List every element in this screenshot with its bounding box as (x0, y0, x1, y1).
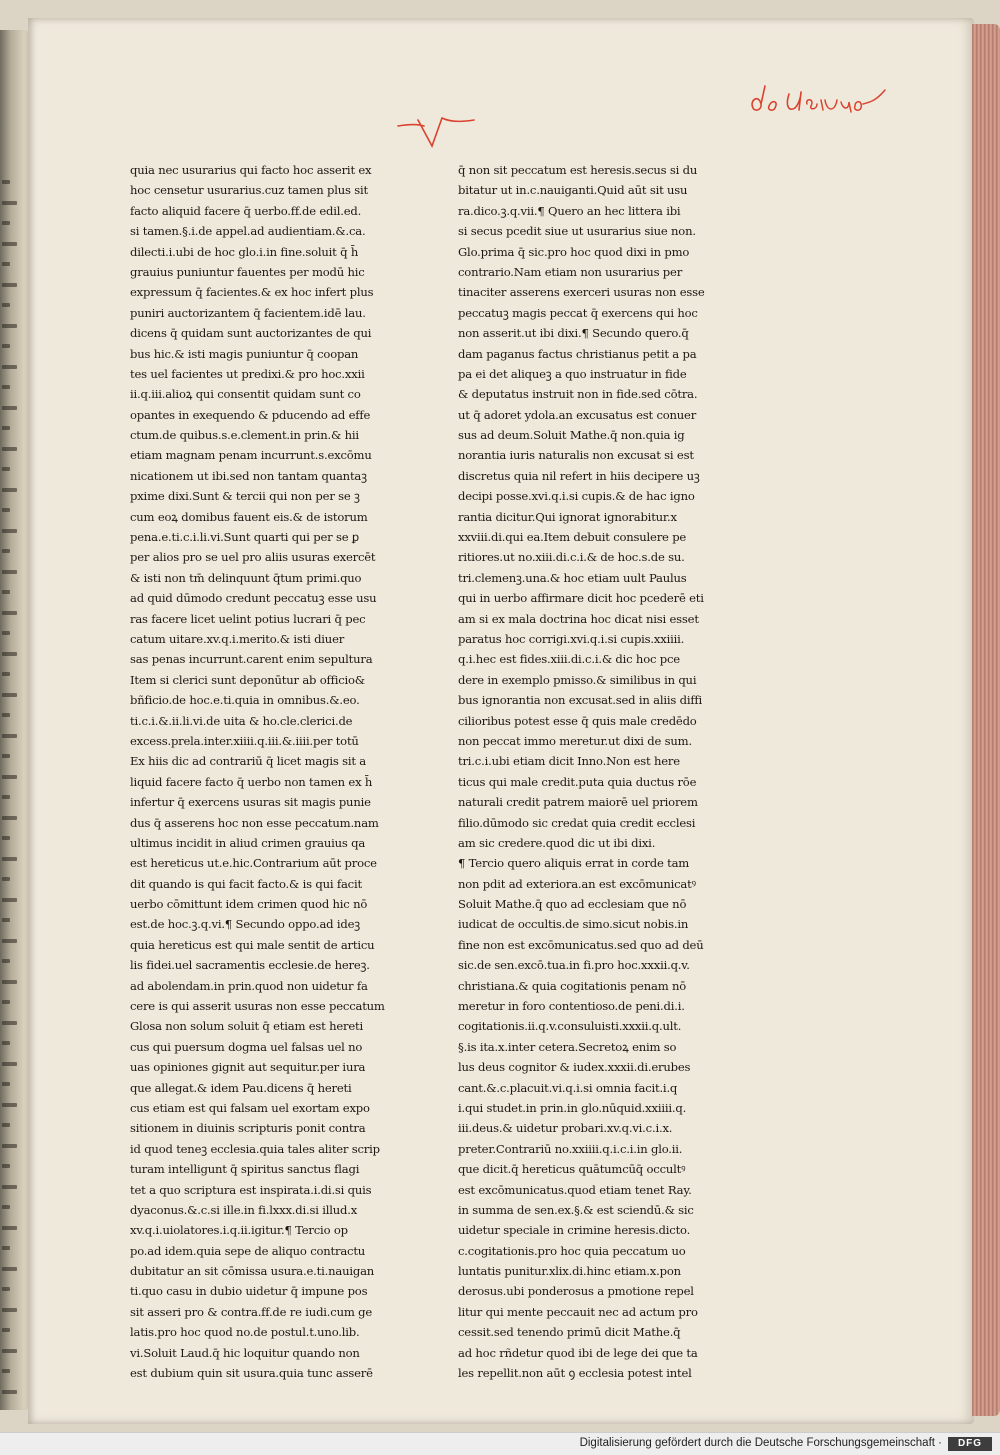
text-line: tri.c.i.ubi etiam dicit Inno.Non est here (458, 754, 680, 769)
previous-page-text-line (2, 754, 10, 758)
text-line: lus deus cognitor & iudex.xxxii.di.erubes (458, 1060, 691, 1075)
text-line: ii.q.iii.alioꝝ qui consentit quidam sunt co (130, 387, 361, 402)
text-line: c.cogitationis.pro hoc quia peccatum uo (458, 1243, 686, 1258)
text-line: am sic credere.quod dic ut ibi dixi. (458, 835, 656, 850)
text-line: dam paganus factus christianus petit a pa (458, 346, 697, 361)
text-line: sic.de sen.excō.tua.in fi.pro hoc.xxxii.q.v. (458, 958, 690, 973)
previous-page-text-line (2, 1000, 10, 1004)
text-line: facto aliquid facere q̄ uerbo.ff.de edil.ed. (130, 203, 362, 218)
previous-page-text-line (2, 1308, 17, 1312)
previous-page-text-line (2, 590, 10, 594)
previous-page-text-line (2, 918, 10, 922)
text-line: que dicit.q̄ hereticus quātumcūq̄ occultꝰ (458, 1162, 686, 1177)
previous-page-text-line (2, 283, 17, 287)
previous-page-text-line (2, 775, 17, 779)
text-line: dyaconus.&.c.si ille.in fi.lxxx.di.si illud.x (130, 1202, 358, 1217)
text-line: §.is ita.x.inter cetera.Secretoꝝ enim so (458, 1039, 677, 1054)
text-line: ras facere licet uelint potius lucrari q̄ pec (130, 611, 366, 626)
text-line: Ex hiis dic ad contrariū q̄ licet magis sit a (130, 754, 366, 769)
text-line: contrario.Nam etiam non usurarius per (458, 264, 683, 279)
previous-page-text-line (2, 939, 17, 943)
text-line: cus etiam est qui falsam uel exortam expo (130, 1100, 370, 1115)
text-line: quia nec usurarius qui facto hoc asserit ex (130, 163, 372, 177)
text-line: uidetur speciale in crimine heresis.dicto. (458, 1223, 691, 1238)
previous-page-text-line (2, 242, 17, 246)
text-line: bus ignorantia non excusat.sed in aliis diffi (458, 693, 703, 708)
text-line: dicens q̄ quidam sunt auctorizantes de qui (130, 326, 372, 341)
previous-page-text-line (2, 1390, 17, 1394)
text-line: Item si clerici sunt deponūtur ab officio& (130, 672, 365, 687)
text-line: que allegat.& idem Pau.dicens q̄ hereti (130, 1080, 352, 1095)
previous-page-text-line (2, 611, 17, 615)
text-line: etiam magnam penam incurrunt.s.excōmu (130, 448, 372, 463)
previous-page-text-line (2, 262, 10, 266)
previous-page-text-line (2, 816, 17, 820)
text-line: xv.q.i.uiolatores.i.q.ii.igitur.¶ Tercio op (130, 1223, 348, 1238)
previous-page-text-line (2, 959, 10, 963)
text-line: q.i.hec est fides.xiii.di.c.i.& dic hoc pce (458, 652, 680, 667)
text-line: & deputatus instruit non in fide.sed cōtra. (458, 387, 698, 402)
text-line: ra.dico.ꝫ.q.vii.¶ Quero an hec littera ibi (458, 203, 681, 218)
text-line: pxime dixi.Sunt & tercii qui non per se ꝫ (130, 489, 360, 504)
text-line: les repellit.non aūt ꝯ ecclesia potest intel (458, 1366, 692, 1381)
previous-page-text-line (2, 201, 17, 205)
text-line: puniri auctorizantem q̄ facientem.idē lau. (130, 305, 366, 320)
text-line: turam intelligunt q̄ spiritus sanctus flagi (130, 1162, 360, 1177)
previous-page-text-line (2, 836, 10, 840)
text-line: ut q̄ adoret ydola.an excusatus est conuer (458, 407, 697, 422)
text-line: sas penas incurrunt.carent enim sepultura (130, 652, 373, 667)
previous-page-text-line (2, 1226, 17, 1230)
previous-page-text-line (2, 1164, 10, 1168)
text-line: vi.Soluit Laud.q̄ hic loquitur quando non (130, 1345, 360, 1360)
text-line: ad abolendam.in prin.quod non uidetur fa (130, 978, 368, 993)
text-line: ultimus incidit in aliud crimen grauius qa (130, 835, 366, 850)
text-line: non asserit.ut ibi dixi.¶ Secundo quero.q̄ (458, 326, 689, 341)
previous-page-text-line (2, 549, 10, 553)
previous-page-text-line (2, 1041, 10, 1045)
text-line: ritiores.ut no.xiii.di.c.i.& de hoc.s.de su. (458, 550, 685, 565)
text-line: catum uitare.xv.q.i.merito.& isti diuer (130, 631, 345, 646)
text-line: si secus pcedit siue ut usurarius siue non. (458, 224, 696, 239)
text-line: ad quid dūmodo credunt peccatuꝫ esse usu (130, 591, 377, 606)
previous-page-text-line (2, 1144, 17, 1148)
previous-page-text-line (2, 529, 17, 533)
text-line: est dubium quin sit usura.quia tunc asserē (130, 1366, 373, 1381)
previous-page-text-line (2, 365, 17, 369)
text-line: norantia iuris naturalis non excusat si est (458, 448, 694, 463)
text-line: dubitatur an sit cōmissa usura.e.ti.nauigan (130, 1264, 375, 1279)
text-line: discretus quia nil refert in hiis decipere uꝫ (458, 468, 700, 483)
text-line: uerbo cōmittunt idem crimen quod hic nō (130, 897, 368, 912)
red-folio-mark (396, 112, 476, 154)
text-line: latis.pro hoc quod no.de postul.t.uno.lib. (130, 1325, 360, 1340)
text-line: ti.quo casu in dubio uidetur q̄ impune pos (130, 1284, 368, 1299)
previous-page-edge (0, 30, 30, 1410)
text-line: q̄ non sit peccatum est heresis.secus si du (458, 163, 698, 177)
text-line: si tamen.§.i.de appel.ad audientiam.&.ca. (130, 224, 366, 239)
footer-credit: Digitalisierung gefördert durch die Deutsche Forschungsgemeinschaft · (579, 1437, 942, 1449)
page-stack-edge (972, 24, 1000, 1416)
text-line: opantes in exequendo & pducendo ad effe (130, 407, 371, 422)
text-line: expressum q̄ facientes.& ex hoc infert plus (130, 285, 374, 300)
text-line: cilioribus potest esse q̄ quis male credēdo (458, 713, 697, 728)
text-line: am si ex mala doctrina hoc dicat nisi esset (458, 611, 699, 626)
text-line: tri.clemenꝫ.una.& hoc etiam uult Paulus (458, 570, 687, 585)
previous-page-text-line (2, 221, 10, 225)
previous-page-text-line (2, 1062, 17, 1066)
previous-page-text-line (2, 1349, 17, 1353)
text-line: sit asseri pro & contra.ff.de re iudi.cum ge (130, 1304, 373, 1319)
previous-page-text-line (2, 570, 17, 574)
text-line: meretur in foro contentioso.de peni.di.i. (458, 999, 685, 1014)
text-line: dus q̄ asserens hoc non esse peccatum.nam (130, 815, 379, 830)
text-line: non peccat immo meretur.ut dixi de sum. (458, 733, 692, 748)
text-line: excess.prela.inter.xiiii.q.iii.&.iiii.per totū (130, 733, 359, 748)
text-line: filio.dūmodo sic credat quia credit ecclesi (458, 815, 696, 830)
text-line: derosus.ubi ponderosus a pmotione repel (458, 1284, 694, 1299)
previous-page-text-line (2, 1205, 10, 1209)
previous-page-text-line (2, 447, 17, 451)
previous-page-text-line (2, 795, 10, 799)
text-line: fine non est excōmunicatus.sed quo ad deū (458, 937, 704, 952)
text-line: infertur q̄ exercens usuras sit magis punie (130, 795, 371, 810)
previous-page-text-line (2, 1021, 17, 1025)
previous-page-text-line (2, 385, 10, 389)
text-line: sus ad deum.Soluit Mathe.q̄ non.quia ig (458, 428, 685, 443)
text-line: cant.&.c.placuit.vi.q.i.si omnia facit.i.q (458, 1080, 678, 1095)
text-line: tet a quo scriptura est inspirata.i.di.si quis (130, 1182, 372, 1197)
text-line: dere in exemplo pmisso.& similibus in qui (458, 672, 697, 687)
text-line: pa ei det aliqueꝫ a quo instruatur in fide (458, 366, 687, 381)
previous-page-text-line (2, 1123, 10, 1127)
previous-page-text-line (2, 693, 17, 697)
text-line: grauius puniuntur fauentes per modū hic (130, 264, 365, 279)
text-line: Glo.prima q̄ sic.pro hoc quod dixi in pmo (458, 244, 690, 259)
text-line: ticus qui male credit.puta quia ductus rōe (458, 774, 697, 789)
text-line: i.qui studet.in prin.in glo.nūquid.xxiiii.q. (458, 1100, 687, 1115)
text-line: est excōmunicatus.quod etiam tenet Ray. (458, 1182, 692, 1197)
previous-page-text-line (2, 1267, 17, 1271)
text-line: decipi posse.xvi.q.i.si cupis.& de hac igno (458, 489, 695, 504)
text-line: est hereticus ut.e.hic.Contrarium aūt proce (130, 856, 377, 871)
previous-page-text-line (2, 980, 17, 984)
text-line: rantia dicitur.Qui ignorat ignorabitur.x (458, 509, 677, 524)
previous-page-text-line (2, 652, 17, 656)
text-column-left (130, 160, 430, 1381)
text-line: tes uel facientes ut predixi.& pro hoc.xxii (130, 366, 365, 381)
text-line: preter.Contrariū no.xxiiii.q.i.c.i.in glo.ii. (458, 1141, 683, 1156)
previous-page-text-line (2, 426, 10, 430)
previous-page-text-line (2, 180, 10, 184)
previous-page-text-line (2, 898, 17, 902)
red-marginal-heading-handwriting (745, 82, 895, 122)
dfg-logo: DFG (948, 1437, 992, 1451)
text-line: iudicat de occultis.de simo.sicut nobis.in (458, 917, 689, 932)
text-line: dilecti.i.ubi de hoc glo.i.in fine.soluit q̄ h̄ (130, 244, 359, 259)
text-line: tinaciter asserens exerceri usuras non esse (458, 285, 705, 300)
previous-page-text-line (2, 631, 10, 635)
text-line: cogitationis.ii.q.v.consuluisti.xxxii.q.ult. (458, 1019, 682, 1034)
text-line: dit quando is qui facit facto.& is qui facit (130, 876, 362, 891)
text-line: per alios pro se uel pro aliis usuras exercēt (130, 550, 376, 565)
previous-page-text-line (2, 857, 17, 861)
text-line: bus hic.& isti magis puniuntur q̄ coopan (130, 346, 359, 361)
text-line: hoc censetur usurarius.cuz tamen plus sit (130, 183, 368, 198)
footer-bar (0, 1432, 1000, 1455)
previous-page-text-line (2, 344, 10, 348)
text-line: non pdit ad exteriora.an est excōmunicatꝰ (458, 876, 696, 891)
previous-page-text-line (2, 406, 17, 410)
text-line: lis fidei.uel sacramentis ecclesie.de hereꝫ. (130, 958, 370, 973)
previous-page-text-line (2, 467, 10, 471)
text-line: cere is qui asserit usuras non esse peccatum (130, 999, 385, 1014)
text-line: & isti non tm̄ delinquunt q̄tum primi.quo (130, 570, 362, 585)
text-line: nicationem ut ibi.sed non tantam quantaꝫ (130, 468, 367, 483)
text-line: xxviii.di.qui ea.Item debuit consulere pe (458, 530, 687, 545)
text-line: peccatuꝫ magis peccat q̄ exercens qui hoc (458, 305, 698, 320)
text-line: est.de hoc.ꝫ.q.vi.¶ Secundo oppo.ad ideꝫ (130, 917, 361, 932)
text-line: paratus hoc corrigi.xvi.q.i.si cupis.xxiiii. (458, 631, 685, 646)
text-line: Soluit Mathe.q̄ quo ad ecclesiam que nō (458, 897, 687, 912)
text-line: bitatur ut in.c.nauiganti.Quid aūt sit usu (458, 183, 688, 198)
text-line: luntatis punitur.xlix.di.hinc etiam.x.pon (458, 1264, 681, 1279)
previous-page-text-line (2, 488, 17, 492)
text-line: liquid facere facto q̄ uerbo non tamen ex h̄ (130, 774, 373, 789)
text-column-right (458, 160, 748, 1381)
text-line: iii.deus.& uidetur probari.xv.q.vi.c.i.x. (458, 1121, 673, 1136)
previous-page-text-line (2, 734, 17, 738)
text-line: christiana.& quia cogitationis penam nō (458, 978, 687, 993)
text-line: cessit.sed tenendo primū dicit Mathe.q̄ (458, 1325, 681, 1340)
previous-page-text-line (2, 1369, 10, 1373)
previous-page-text-line (2, 1246, 10, 1250)
previous-page-text-line (2, 324, 17, 328)
text-line: qui in uerbo affirmare dicit hoc pcederē eti (458, 591, 704, 606)
text-line: po.ad idem.quia sepe de aliquo contractu (130, 1243, 366, 1258)
previous-page-text-line (2, 877, 10, 881)
text-line: pena.e.ti.c.i.li.vi.Sunt quarti qui per se ꝑ (130, 530, 360, 545)
previous-page-text-line (2, 713, 10, 717)
previous-page-text-line (2, 303, 10, 307)
text-line: naturali credit patrem maiorē uel priorem (458, 795, 698, 810)
text-line: litur qui mente peccauit nec ad actum pro (458, 1304, 698, 1319)
text-line: in summa de sen.ex.§.& est sciendū.& sic (458, 1202, 694, 1217)
text-line: cum eoꝝ domibus fauent eis.& de istorum (130, 509, 368, 524)
previous-page-text-line (2, 1287, 10, 1291)
text-line: Glosa non solum soluit q̄ etiam est hereti (130, 1019, 364, 1034)
text-line: sitionem in diuinis scripturis ponit contra (130, 1121, 366, 1136)
text-line: quia hereticus est qui male sentit de articu (130, 937, 375, 952)
text-line: cus qui puersum dogma uel falsas uel no (130, 1039, 363, 1054)
text-line: ctum.de quibus.s.e.clement.in prin.& hii (130, 428, 359, 443)
text-line: ti.c.i.&.ii.li.vi.de uita & ho.cle.clerici.de (130, 713, 353, 728)
previous-page-text-line (2, 1328, 10, 1332)
previous-page-text-line (2, 1103, 17, 1107)
text-line: ad hoc rñdetur quod ibi de lege dei que ta (458, 1345, 698, 1360)
text-line: bñficio.de hoc.e.ti.quia in omnibus.&.eo. (130, 693, 360, 708)
text-line: uas opiniones gignit aut sequitur.per iura (130, 1060, 366, 1075)
previous-page-text-line (2, 672, 10, 676)
previous-page-text-line (2, 1082, 10, 1086)
text-line: ¶ Tercio quero aliquis errat in corde tam (458, 856, 690, 871)
previous-page-text-line (2, 508, 10, 512)
text-line: id quod teneꝫ ecclesia.quia tales aliter scrip (130, 1141, 380, 1156)
previous-page-text-line (2, 1185, 17, 1189)
